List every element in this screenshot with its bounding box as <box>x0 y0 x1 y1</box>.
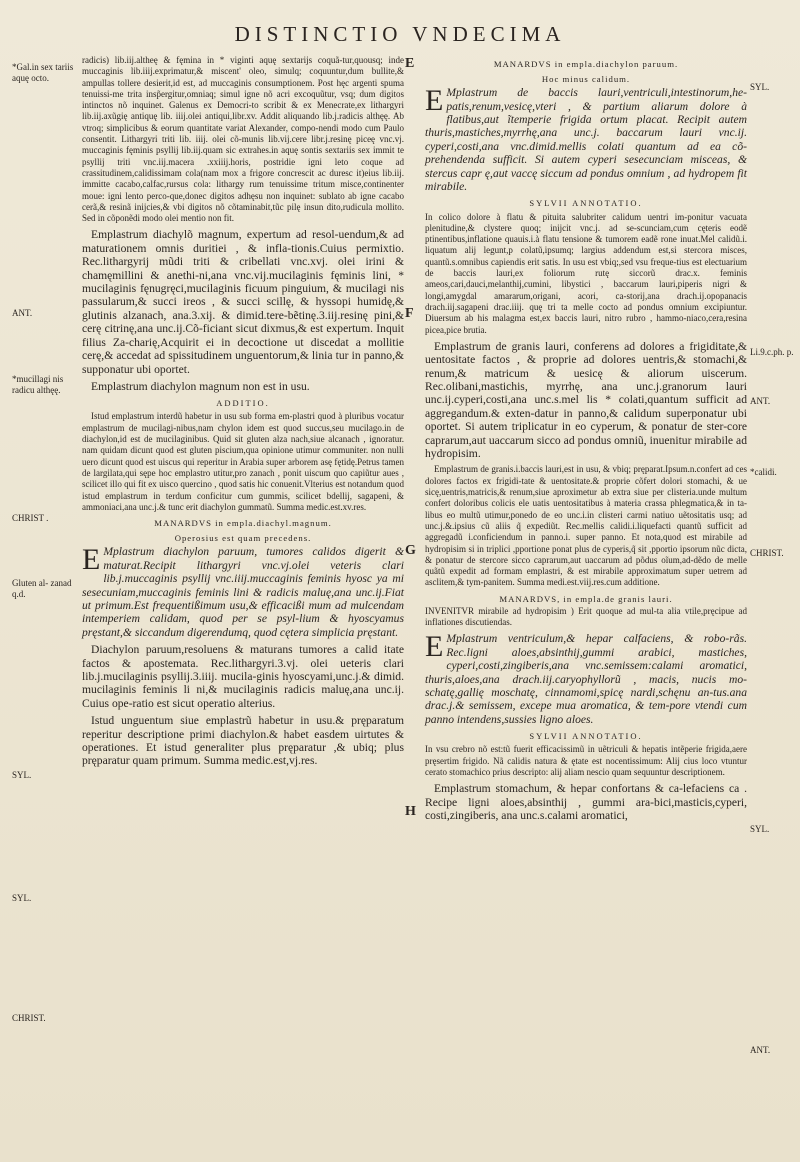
paragraph: INVENITVR mirabile ad hydropisim ) Erit quoque ad mul-ta alia vtile,pręcipue ad inflationes discutiendas. <box>425 605 747 628</box>
paragraph: Istud emplastrum interdũ habetur in usu sub forma em-plastri quod à pluribus vocatur emplastrum de mucilagi-nibus,nam chylon idem est quod succus,seu mucilago.in de diachylon,id est de mucilaginibus. Quid sit gluten alza nach,siue alcanach , ignoratur. nam quidam dicunt quod est gluten piscium,qua opinione utimur communiter. non nulli uero dicunt quod est uiscus qui reperitur in Arabia super arborem asę fętidę.Petrus tamen de largilata,qui sępe hoc emplastro utitur,pro zanach , ponit uiscum quo capiũtur aues , scilicet illo qui fit ex uisco quercino , quod satis hic conuenit.Vlterius est notandum quod istud emplastrum in terdum conficitur cum gummis, scilicet bdellij, sagapeni, & ammoniaci,ana unc.j.& tunc erit diachylon gummatũ. Summa medic.est.xv.res. <box>82 411 404 512</box>
section-letter-h: H <box>405 804 416 819</box>
paragraph: Emplastrum stomachum, & hepar confortans & ca-lefaciens ca . Recipe ligni aloes,absinthij , gummi ara-bici,masticis,cyperi, costi,zingiberis, ana unc.s.calami aromatici, <box>425 782 747 823</box>
margin-note-left: *Gal.in sex tariis aquę octo. <box>12 62 74 83</box>
paragraph <box>425 86 747 193</box>
paragraph: radicis) lib.iij.altheę & fęmina in * viginti aquę sextarijs coquã-tur,quousq; inde muccaginis lib.iiij.exprimatur,& miscent' oleo, simulq; coquuntur,dum bullite,& ampullas tollere desierit,id est, ad muccaginis consumptionem. Post hęc argenti spuma tenuissi-me trita insp̃ergitur,omniaq; simul igne nõ acri excoquũtur, vsq; dum digitos intinctos nõ inquinet. Galenus ex Democri-to scribit & ex Menecrate,ex lithargyri lib.iij.axũgię antiquę lib. iiij.olei antiqui,libr.xv. Addit aliquando lib.j.radicis althęę. Ab vtroq; simplicibus & eorum quantitate variat Alexander, compo-nendi modo cum Paulo consentit. Lithargyri triti lib. iiij. olei cõ-munis lib.vij.cere libr.j.resinę piceę vnc.vj. muccaginis fęminis psyllij lib.iij.quam sic extrahes.in aquę sontis sextariis sex immit te psyllij triti vnc.iij.macera .xxiiij.horis, postridie igni leto coque ad crassitudinem,calidissimam cola(nam mox a frigore concrescit ac duresc it)eius lib.iij. immitte cacabo,calfac,rursus cola: lithargy rum tenuissime tritum misce,continenter moue: igni lento perco-que,donec digitos adhęsu non inquinet: sublato ab igne cacabo cerã,& resinã inijcies,& vbi digitos nõ cõtaminabit,tũc pilę insun dito,rudicula mollito. Sed in cõponẽdi modo olei mentio non fit. <box>82 55 404 224</box>
paragraph: Emplastrum diachylon magnum non est in usu. <box>91 379 310 393</box>
paragraph: In vsu crebro nõ est:tũ fuerit efficacissimũ in uẽtriculi & hepatis intẽperie frigida,aere pręsertim frigido. Nã calidis natura & ętate est nocentissimum: Alij cius loco vtuntur cerato stomachico prius descripto: alij aliam nescio quam sequuntur descriptionem. <box>425 744 747 777</box>
section-subheading: SYLVII ANNOTATIO. <box>529 198 643 209</box>
paragraph: In colico dolore à flatu & pituita salubriter calidum uentri im-ponitur vacuata plenitudine,& clystere quoq; inijcit vnc.j. ad se-scunciam,cum cęteris eodẽ ptinentibus,inflatione quauis.i.à flatu tensione & tumorem eadẽ rone inuat.Mel calidũ.i. liquatum alij legunt,p colatũ,ipsumq; largius addendum est,si stercora misces, quantũ.s.omnibus capiendis erit satis. In usu est vbiq;,sed vsu freque-tius est electuarium de baccis lauri,ex foliorum rutę siccorũ drac.x. feminis ameos,cari,dauci,melanthij,cumini, libystici , baccarum lauri,piperis nigri & longi,amygdal amararum,origani, acori, ca-storij,ana drach.ij.opopanacis drach.iij.sagapeni drac.iiij. quę tri ta melle cocto ad pondus omnium excipiuntur. Diuersum ab his malagma est,ex baccis lauri, nitro rubro , hammo-niaco,cera,resina picea,pice brutia. <box>425 211 747 335</box>
margin-note-right: Li.9.c.ph. p. <box>750 347 794 357</box>
margin-note-left: ANT. <box>12 308 33 318</box>
section-subheading: Hoc minus calidum. <box>541 74 631 85</box>
paragraph: Istud unguentum siue emplastrũ habetur in usu.& pręparatum reperitur descriptione primi diachylon.& habet easdem uirtutes & operationes. Et istud generaliter plus pręparatur ,& ubiq; plus pręparatur quam primum. Summa medic.est,vj.res. <box>82 714 404 768</box>
section-subheading: MANARDVS, in empla.de granis lauri. <box>499 593 673 604</box>
section-subheading: SYLVII ANNOTATIO. <box>529 731 643 742</box>
section-letter-f: F <box>405 306 414 321</box>
margin-note-right: ANT. <box>750 396 771 406</box>
margin-note-right: SYL. <box>750 824 770 834</box>
drop-cap: E <box>425 630 444 664</box>
margin-note-left: Gluten al- zanad q.d. <box>12 578 72 599</box>
drop-cap: E <box>82 543 101 577</box>
margin-note-right: CHRIST. <box>750 548 784 558</box>
section-subheading: MANARDVS in empla.diachylon paruum. <box>493 59 679 69</box>
section-letter-g: G <box>405 543 416 558</box>
margin-note-right: *calidi. <box>750 467 777 477</box>
paragraph-text: Mplastrum diachylon paruum, tumores calidos digerit & maturat.Recipit lithargyri vnc.vj.olei veteris clari lib.j.muccaginis psyllij vnc.iiij.muccaginis feminis hyosc ya mi sesecuniam,muccaginis feminis lini & radicis maluę,ana unc.ij.Fiat ut primum.Est frequentißimum usu,& efficacißi mum ad mulcendam intemperiem calidam, quod per se psyl-lium & hyoscyamus pręstant,& siccandum digerendumq, quod cętera simplicia pręstant. <box>82 545 404 639</box>
drop-cap: E <box>425 84 444 118</box>
right-column <box>425 55 747 826</box>
paragraph: Diachylon paruum,resoluens & maturans tumores a calid itate factos & apostemata. Rec.lithargyri.3.vj. olei ueteris clari lib.j.mucilaginis psyllij.3.iiij. mucila-ginis hyoscyami,unc.j.& dimid. mucilaginis feminis li ni,& mucilaginis radicis maluę,ana unc.ij. Cuius ope-ratio est sicut operatio alterius. <box>82 643 404 710</box>
page-heading: DISTINCTIO VNDECIMA <box>234 22 566 46</box>
section-subheading: Operosius est quam precedens. <box>174 533 312 544</box>
margin-note-left: CHRIST . <box>12 513 49 523</box>
paragraph <box>82 545 404 639</box>
section-subheading: ADDITIO. <box>216 398 270 409</box>
paragraph: Emplastrum de granis lauri, conferens ad dolores a frigiditate,& uentositate factos , & proprie ad dolores uentris,& stomachi,& renum,& matricum & uesicę & aliorum uiscerum. Rec.olibani,mastichis, myrrhę, ana unc.j.granorum lauri unc.ij.cyperi,costi,ana unc.s.mel lis * colati,quantum sufficit ad aggregandum.& exten-datur in panno,& calidum superponatur ubi oportet. Si autem triplicatur in eo cyperum, & ponatur de ster-core caprarum,aut uaccarum sicco ad pondus omniũ, inuenitur mirabile ad hydropisim. <box>425 339 747 461</box>
margin-note-left: *mucillagi nis radicu althęę. <box>12 374 64 395</box>
margin-note-right: SYL. <box>750 82 770 92</box>
margin-note-left: SYL. <box>12 893 32 903</box>
margin-note-left: CHRIST. <box>12 1013 46 1023</box>
section-letter-e: E <box>405 56 415 71</box>
paragraph-text: Mplastrum ventriculum,& hepar calfaciens, & robo-rãs. Rec.ligni aloes,absinthij,gummi arabici, mastiches, cyperi,costi,zingiberis,ana vnc.semissem:calami aromatici, thuris,aloes,ana drach.iij.caryophyllorũ , macis, nucis mo-schatę,gallię moschatę, cinnamomi,spicę nardi,schęnu an-tus.ana drac.j.& semissem, excepe mua aromatica, & tem-pore vtendi cum panno intendens,sussies ligno aloes. <box>425 632 747 726</box>
paragraph <box>425 632 747 726</box>
left-column <box>82 55 404 772</box>
margin-note-right: ANT. <box>750 1045 771 1055</box>
paragraph-text: Mplastrum de baccis lauri,ventriculi,intestinorum,he-patis,renum,vesicę,vteri , & partium aliarum dolore à flatibus,aut ĩtemperie frigida ortum placat. Recipit autem thuris,mastiches,myrrhę,ana unc.j. baccarum lauri vnc.ij. cyperi,costi,ana vnc.dimid.mellis colati quantum ad ea cõ-prehendenda sufficit. Si autem cyperi sesecunciam misceas, & stercus capr ę,aut vaccę siccum ad pondus omnium , ad hydropem fit mirabile. <box>425 86 747 194</box>
paragraph: Emplastrum de granis.i.baccis lauri,est in usu, & vbiq; pręparat.Ipsum.n.confert ad ces dolores factos ex frigidi-tate & uentositate.& proprie cõfert dolori stomachi, & ue sicę,uentris,matricis,& renum,siue aproximetur ab extra siue per clisteria.unde multum confert doloribus colicis ele uatis uentositatibus à materia crassa phlegmatica,& in ta-libus eo multũ utimur,ponedo de eo unc.i.in clisteri carmi natiuo uẽtositatis usq; ad unc.j.&.ipsius cũ aliis q̃ expediũt. Rec.mellis calidi.i.liquefacti quantũ sufficit ad aggregadũ i.conficiendum in panno.i. super panno. Et nota,quod est mirabile ad hydropisim si in triplici ,pportione ponat plus de cyperis,q̃ sit ,pportio ipsorum nũc dicta, & ponatur de stercore sicco caprarum,aut uaccarum ad põdus oĩum,ad-dẽdo de melle quãtũ expedit ad formam emplastri, & est mirabile approximatum super uetrem ad asclitem,& tym-panitem. Summa medi.est.viij.res.cum additione. <box>425 464 747 588</box>
margin-note-left: SYL. <box>12 770 32 780</box>
section-subheading: MANARDVS in empla.diachyl.magnum. <box>154 518 332 529</box>
paragraph: Emplastrum diachylõ magnum, expertum ad resol-uendum,& ad maturationem omnis duritiei , & infla-tionis.Cuius permixtio. Rec.lithargyrij mũdi triti & cribellati vnc.xvj. olei irini & chamęmillini & anethi-ni,ana vnc.vij.mucilaginis fęminis lini, * mucilaginis fęnugręci,mucilaginis ficuum pinguium, & mucilagi nis passularum,& succi ireos , & succi scillę, & hyssopi humidę,& glutinis alzanach, ana.3.xij. & dimid.tere-bẽtinę.3.iij.resinę pini,& cerę citrinę,ana unc.ij.Cõ-ficiant sicut dixmus,& est expertum. Inquit filius Za-charię,Acquirit ei in decoctione ut discedat a mollitie cerę,& accedat ad spissitudinem unguentorum,& linia tur in panno,& supponatur ubi oportet. <box>82 228 404 376</box>
